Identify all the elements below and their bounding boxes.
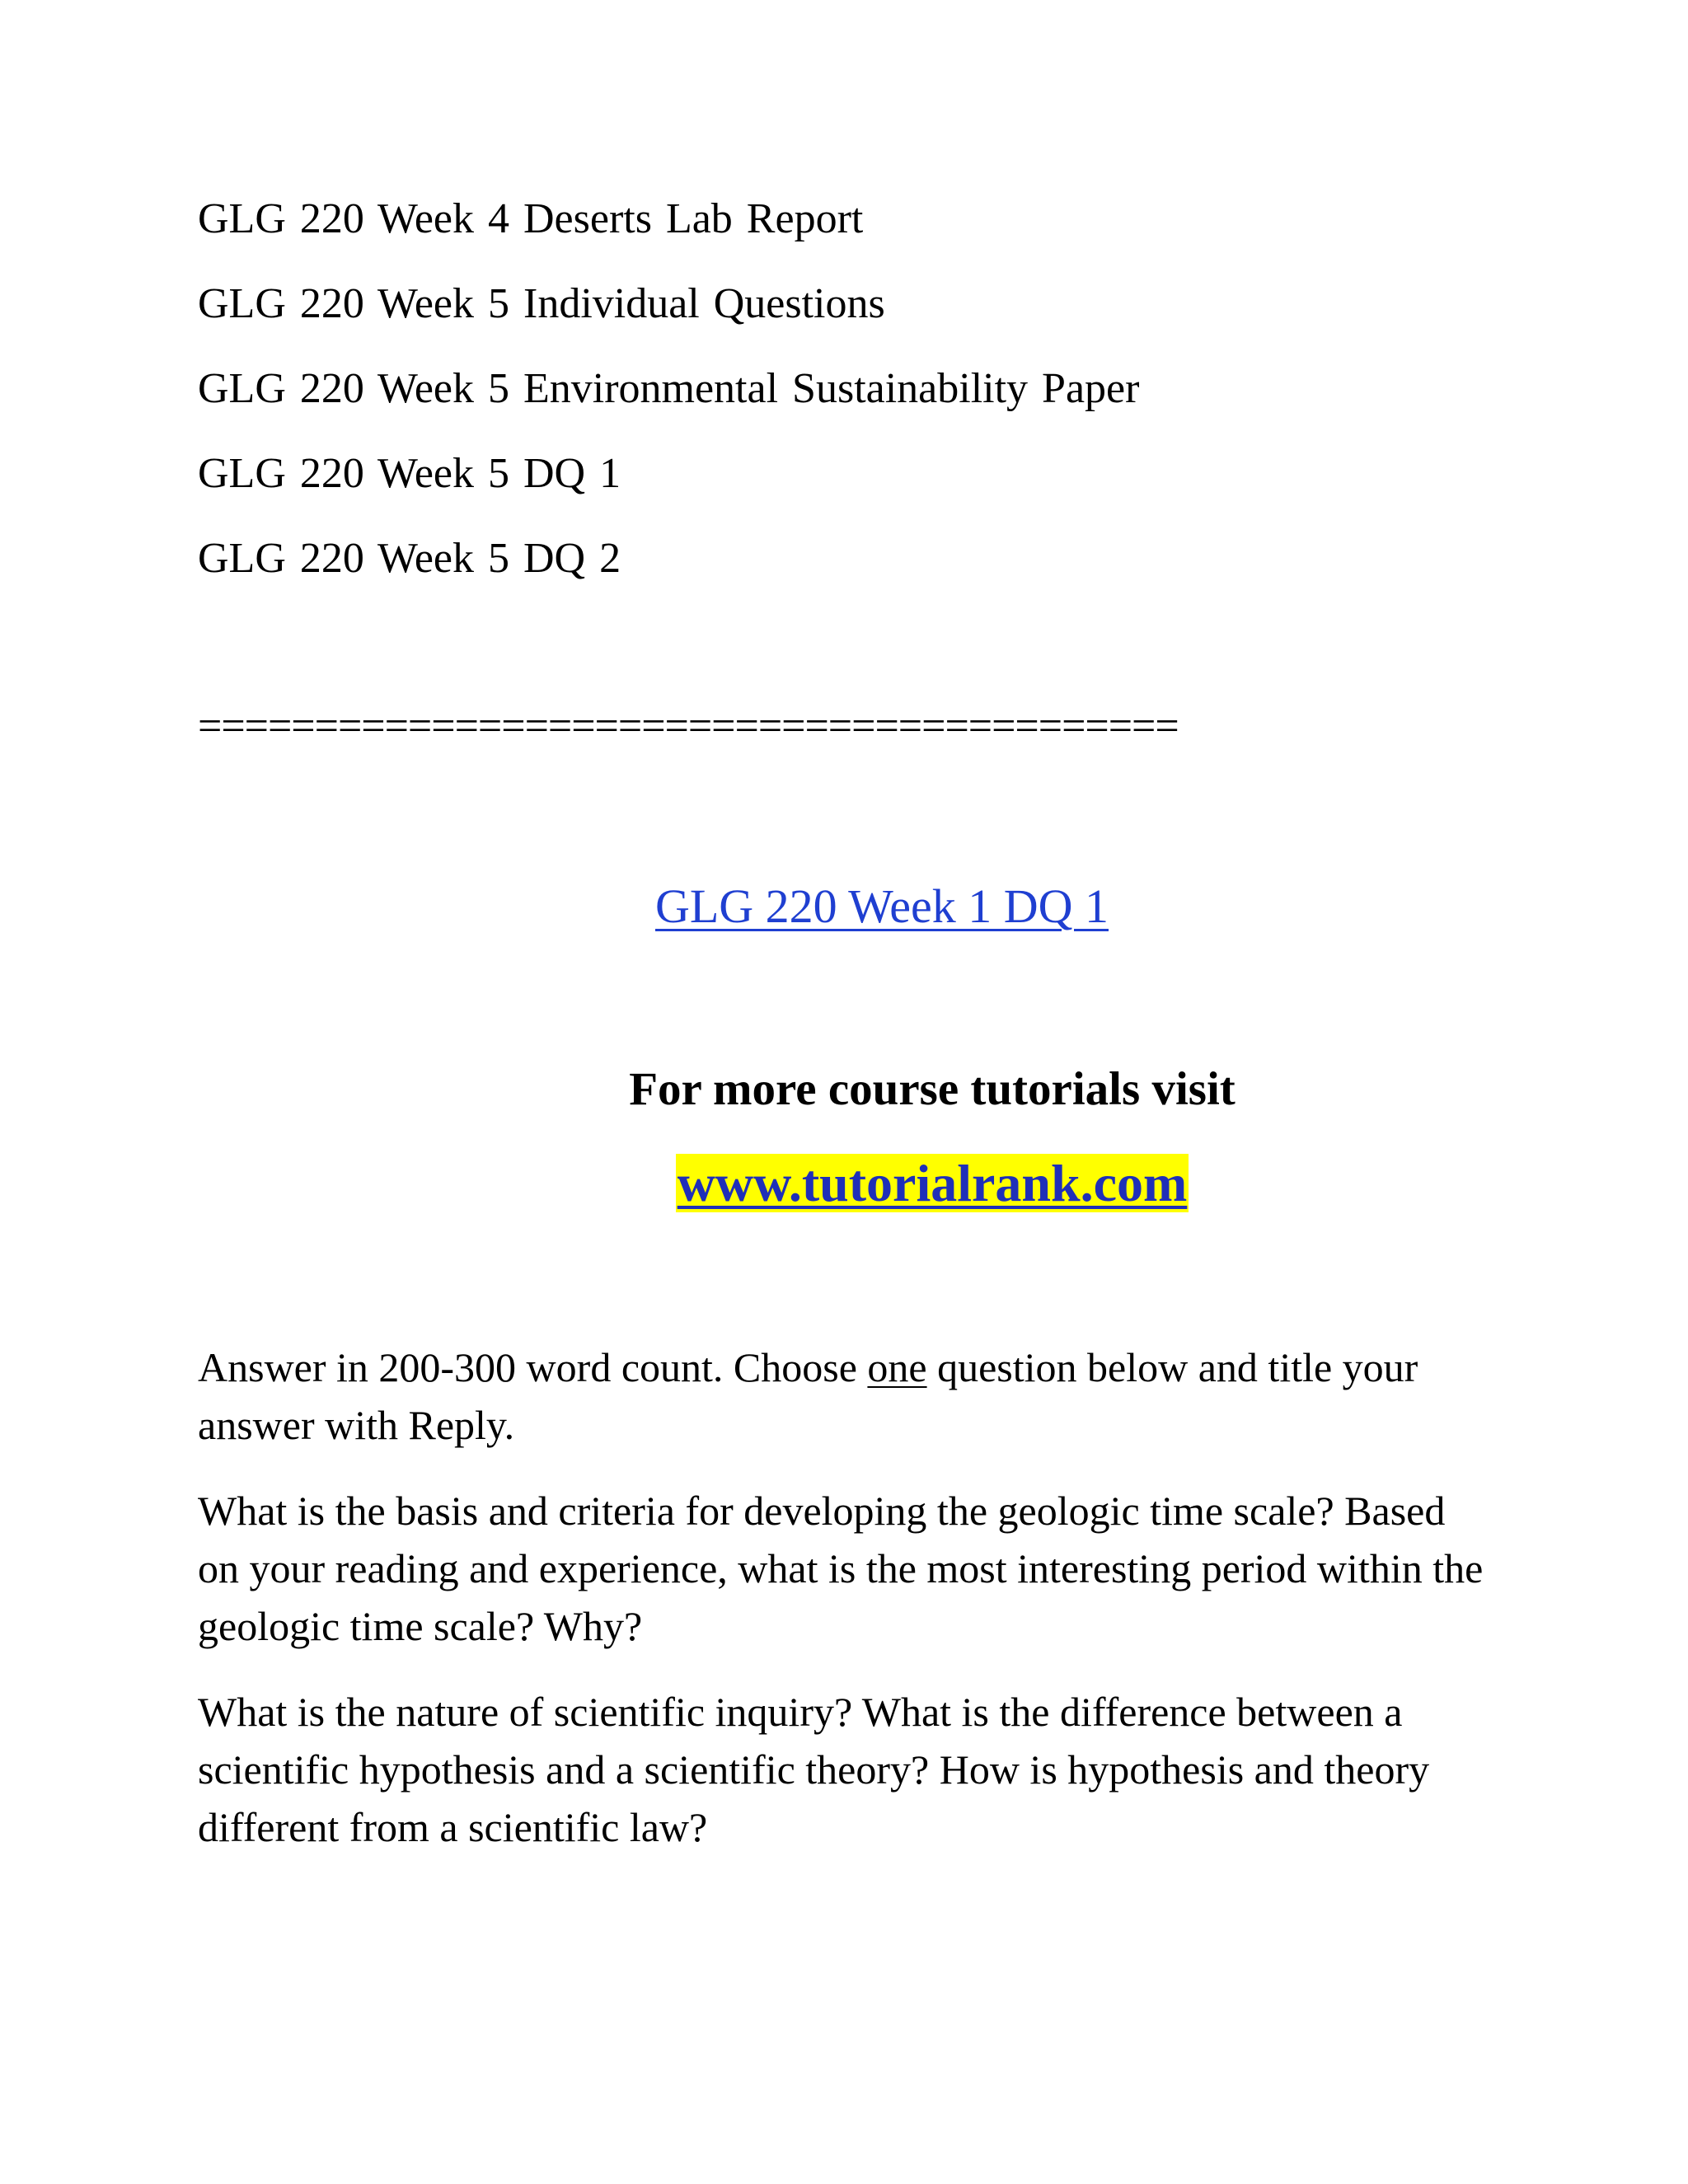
question-paragraph-1: What is the basis and criteria for developing the geologic time scale? Based on your reading and experience, what is the most interesting period within the geologic time scale? Why? [198,1488,1484,1649]
course-list-item: GLG 220 Week 5 DQ 2 [198,535,621,582]
body-text [198,1338,1484,1884]
instructions-start: Answer in 200-300 word count. Choose [198,1344,868,1390]
section-title [0,879,1688,935]
course-list-item: GLG 220 Week 5 Environmental Sustainability Paper [198,365,1140,412]
course-list-item: GLG 220 Week 5 DQ 1 [198,450,621,497]
course-list [198,194,1139,619]
separator-line: ========================================== [198,703,1179,750]
instructions-paragraph [198,1338,1484,1454]
instructions-emphasis: one [867,1344,927,1390]
website-link[interactable]: www.tutorialrank.com [677,1154,1188,1212]
course-list-item: GLG 220 Week 4 Deserts Lab Report [198,195,864,242]
section-title-link[interactable]: GLG 220 Week 1 DQ 1 [654,879,1109,933]
visit-heading: For more course tutorials visit [629,1063,1236,1115]
course-list-item: GLG 220 Week 5 Individual Questions [198,280,885,327]
site-line [0,1152,1688,1215]
question-paragraph-2: What is the nature of scientific inquiry? What is the difference between a scientific hypothesis and a scientific theory? How is hypothesis and theory different from a scientific law? [198,1689,1430,1850]
instructions-end: question below and title your answer with Reply. [198,1344,1418,1448]
